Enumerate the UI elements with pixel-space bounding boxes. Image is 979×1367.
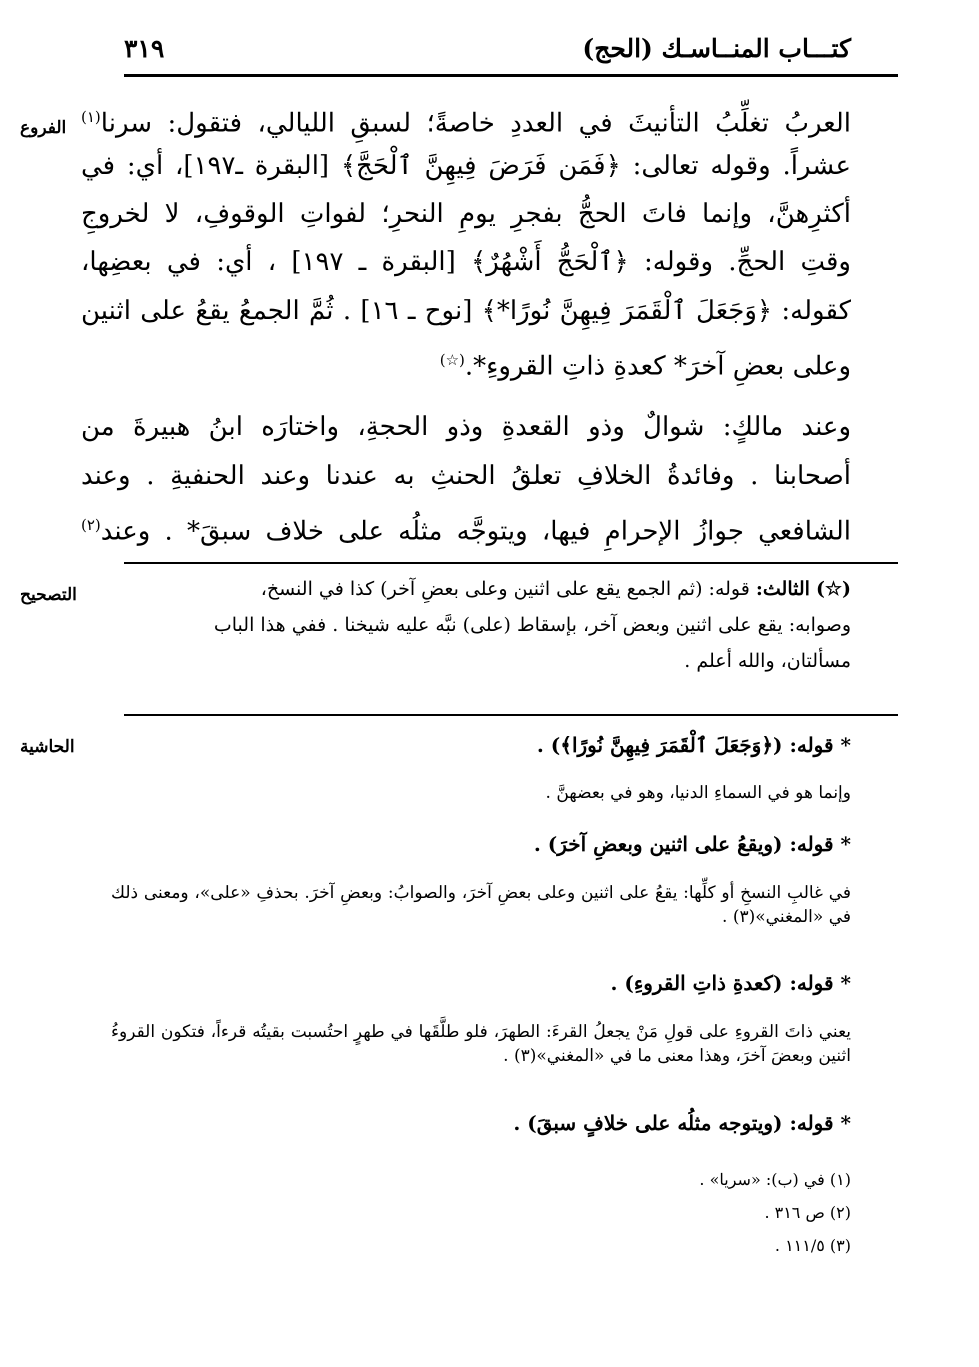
tashih-ref-star: (☆) <box>439 351 465 369</box>
hashiya-body-3: يعني ذاتَ القروءِ على قولِ مَنْ يجعلُ القرءَ: الطهرَ، فلو طلَّقَها في طهرٍ احتُسبت بقيتُه قرءاً، فتكون القروءُ اثنين وبعضَ آخرَ، وهذا معنى ما في «المغني»(٣) . <box>111 1022 851 1066</box>
footnote-ref-1: (١) <box>81 108 101 126</box>
hashiya-heading-2: * قوله: (ويقعُ على اثنين وبعضِ آخرَ) . <box>533 832 851 856</box>
main-line-3: أكثرِهنَّ، وإنما فاتَ الحجُّ بفجرِ يومِ النحرِ؛ لفواتِ الوقوفِ، لا لخروجِ <box>81 199 851 229</box>
main-line-2: عشراً. وقوله تعالى: ﴿فَمَن فَرَضَ فِيهِنَّ ٱلْحَجَّ﴾ [البقرة ـ١٩٧]، أي: في <box>81 151 851 181</box>
footnote-3: (٣) ١١١/٥ . <box>774 1236 851 1255</box>
main-para2-line-3: الشافعي جوازُ الإحرامِ فيها، ويتوجَّه مثلُه على خلاف سبقَ* . وعند$^{(٢)}$ <box>81 516 851 547</box>
main-line-4: وقتِ الحجِّ. وقوله: ﴿ٱلْحَجُّ أَشْهُرٌ﴾ [البقرة ـ ١٩٧] ، أي: في بعضِها، <box>81 247 851 277</box>
header-rule <box>124 74 898 77</box>
tashih-block <box>81 576 851 684</box>
hashiya-heading-1: * قوله: (﴿وَجَعَلَ ٱلْقَمَرَ فِيهِنَّ نُورًا﴾) . <box>536 733 851 757</box>
footnote-ref-2: (٢) <box>81 516 101 534</box>
running-title: كتـــاب المنــاسـك (الحج) <box>582 34 851 63</box>
tashih-lead: الثالث: <box>755 578 810 600</box>
label-tashih: التصحيح <box>20 585 77 605</box>
tashih-line-3: مسألتان، والله أعلم . <box>684 650 851 672</box>
main-line-5: كقوله: ﴿وَجَعَلَ ٱلْقَمَرَ فِيهِنَّ نُورًا*﴾ [نوح ـ ١٦] . ثُمَّ الجمعُ يقعُ على اثنين <box>81 296 851 326</box>
label-furu: الفروع <box>20 118 67 138</box>
hashiya-heading-3: * قوله: (كعدةِ ذاتِ القروءِ) . <box>610 971 851 995</box>
label-hashiya: الحاشية <box>20 737 75 757</box>
main-para2-line-2: أصحابنا . وفائدةُ الخلافِ تعلقُ الحنثِ به عندنا وعند الحنفيةِ . وعند <box>81 461 851 491</box>
page-number: ٣١٩ <box>124 34 165 63</box>
main-para2-line-1: وعند مالكٍ: شوالٌ وذو القعدةِ وذو الحجةِ، واختارَه ابنُ هبيرةَ من <box>81 412 851 442</box>
tashih-text-1: قوله: (ثم الجمع يقع على اثنين وعلى بعضِ آخر) كذا في النسخ، <box>260 578 750 600</box>
main-bottom-rule <box>124 562 898 564</box>
hashiya-body-1: وإنما هو في السماءِ الدنيا، وهو في بعضهنَّ . <box>545 783 851 803</box>
tashih-star: (☆) <box>815 578 851 600</box>
hashiya-body-2: في غالبِ النسخِ أو كلِّها: يقعُ على اثنين وعلى بعضِ آخرَ، والصوابُ: وبعضِ آخرَ. بحذفِ «على»، ومعنى ذلك في «المغني»(٣) . <box>111 883 851 927</box>
main-line-6: وعلى بعضِ آخرَ* كعدةِ ذاتِ القروءِ*.(☆) <box>439 351 851 382</box>
tashih-bottom-rule <box>124 714 898 716</box>
footnote-2: (٢) ص ٣١٦ . <box>764 1203 851 1222</box>
footnote-1: (١) في (ب): «سريا» . <box>699 1170 851 1189</box>
hashiya-heading-4: * قوله: (ويتوجه مثلُه على خلافٍ سبقَ) . <box>513 1111 851 1135</box>
main-line-1: العربُ تغلِّبُ التأنيثَ في العددِ خاصةً؛ لسبقِ الليالي، فتقول: سرنا$^{(١)}$ <box>81 108 851 139</box>
tashih-line-2: وصوابه: يقع على اثنين وبعض آخر، بإسقاط (على) نبَّه عليه شيخنا . ففي هذا الباب <box>213 614 851 636</box>
tashih-line-1 <box>81 576 851 602</box>
